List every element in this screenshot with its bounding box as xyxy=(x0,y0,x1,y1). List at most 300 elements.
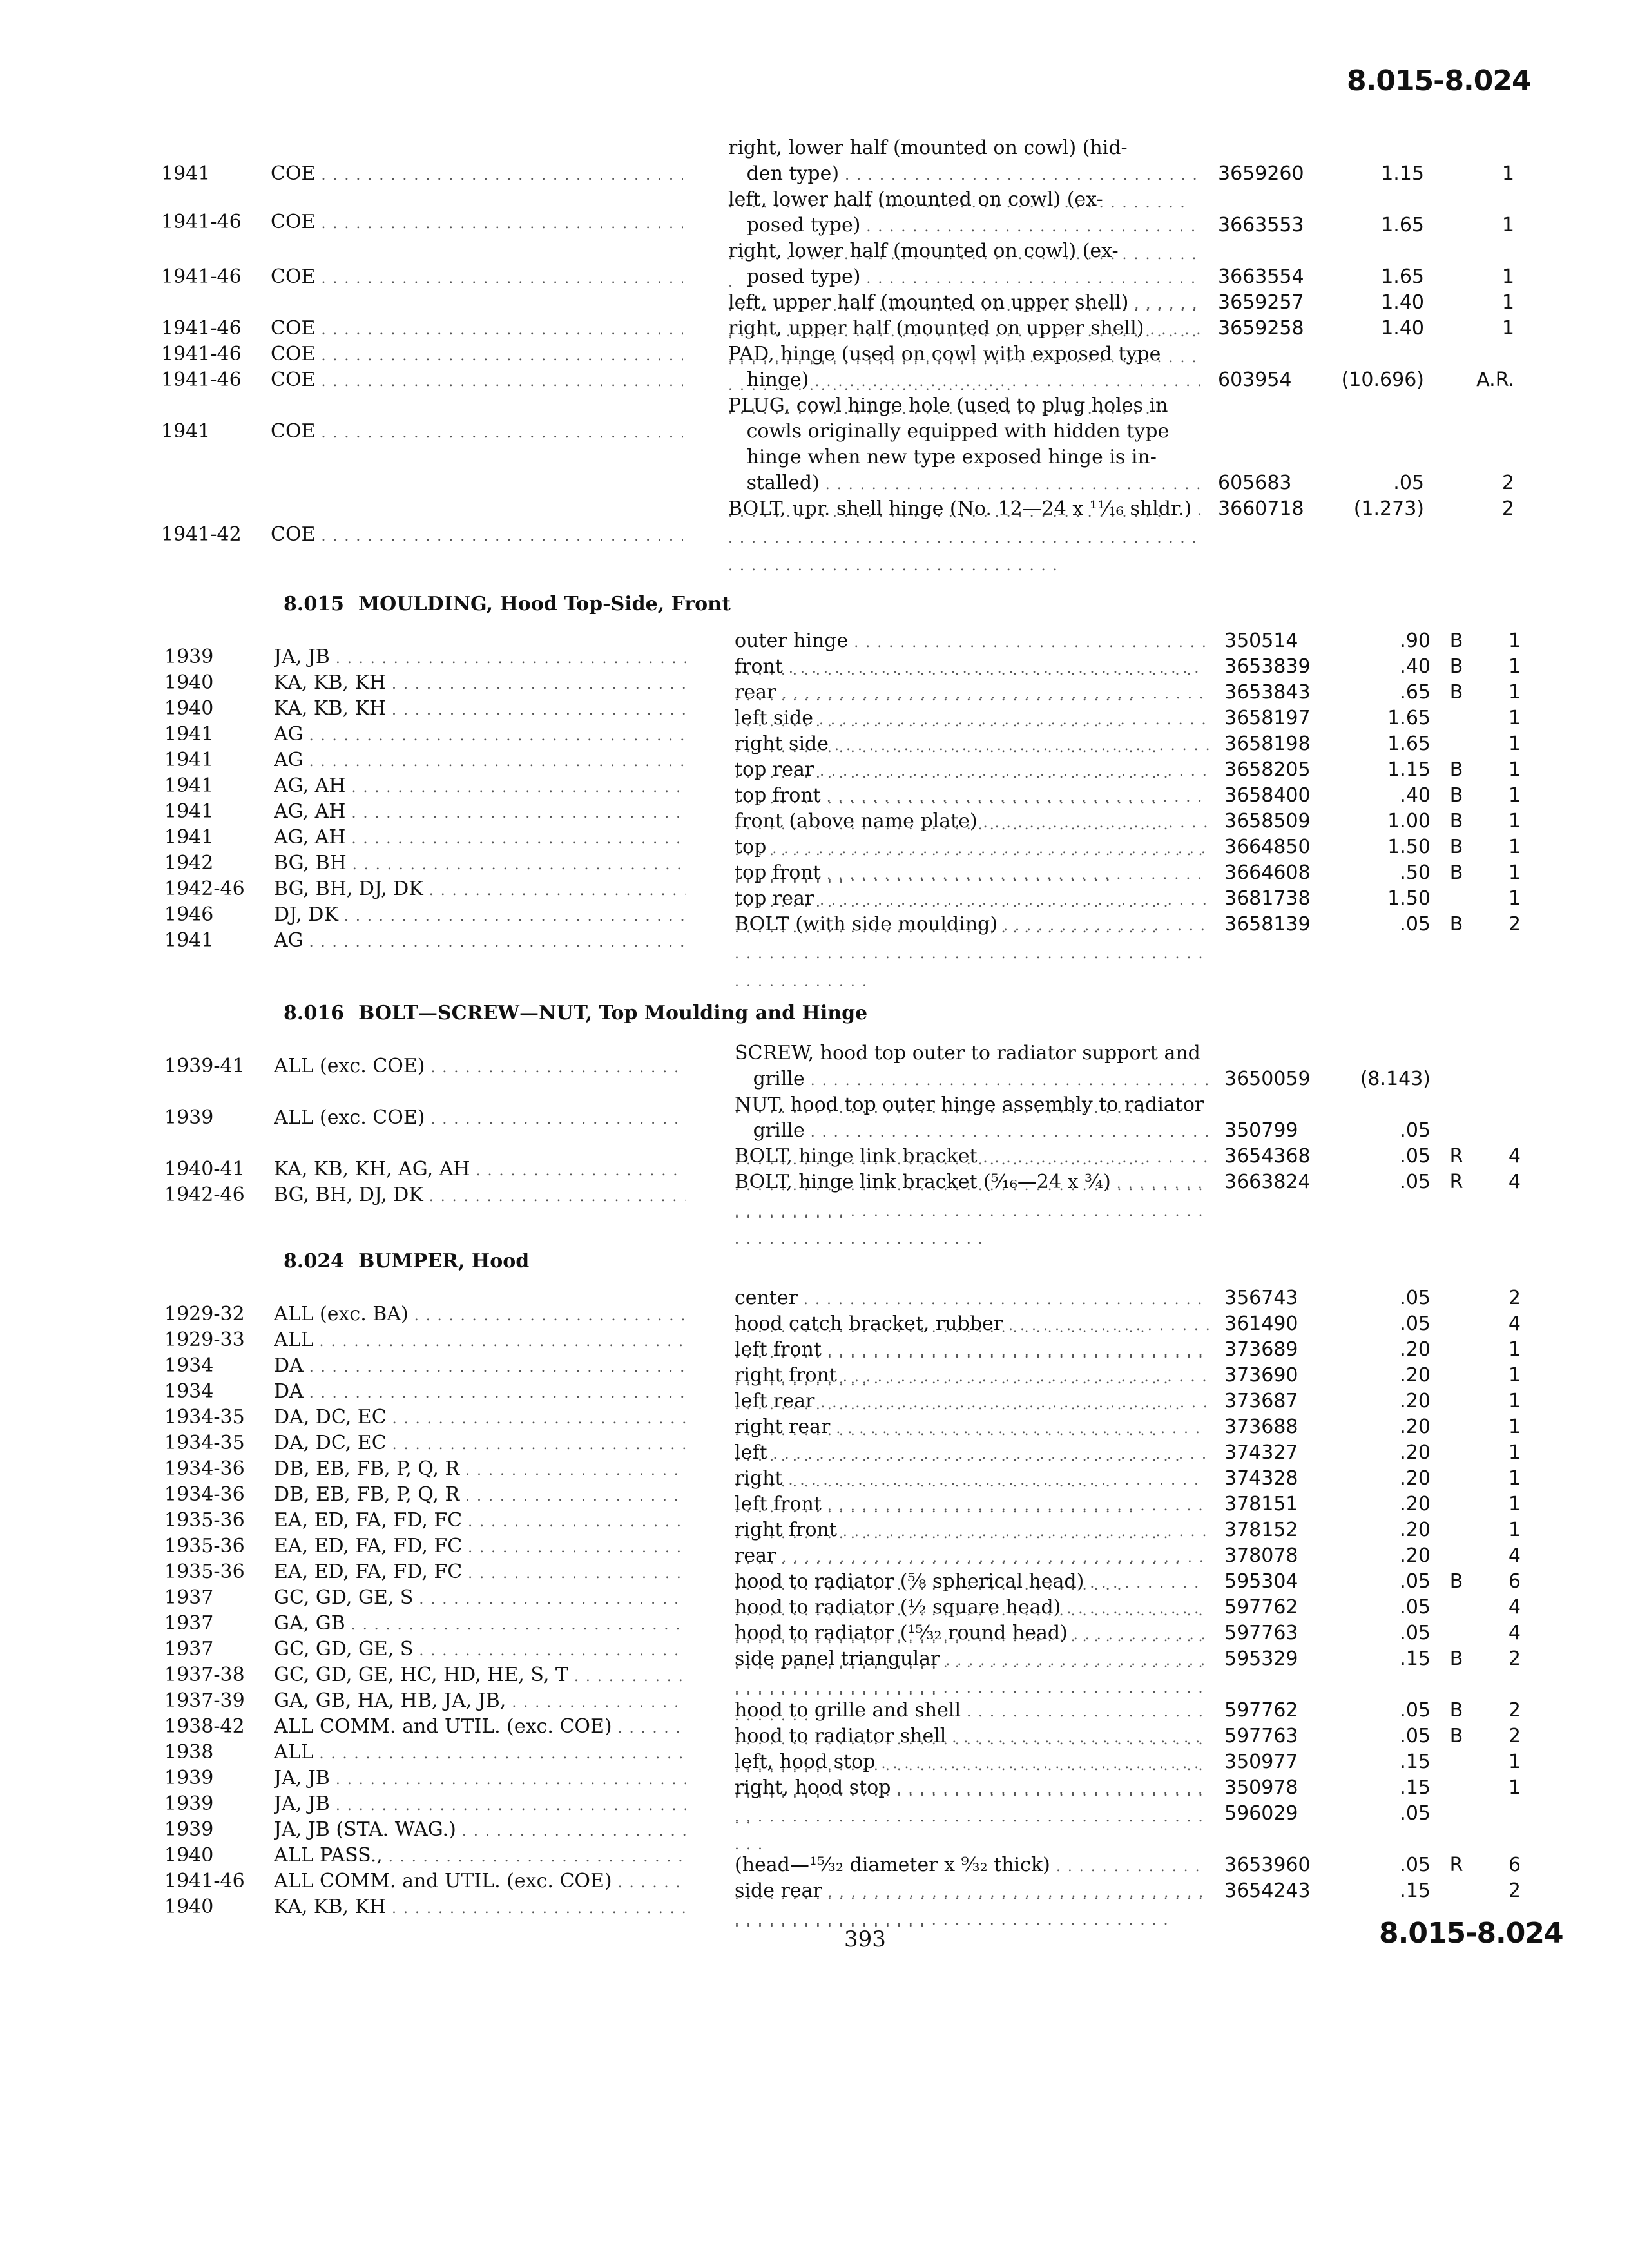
part-description: hood to radiator (¹⁵⁄₃₂ round head) . . . xyxy=(735,1620,1211,1704)
part-row xyxy=(728,393,1527,496)
list-price: 1.65 xyxy=(1387,733,1431,755)
part-row xyxy=(735,834,1534,860)
body-models: EA, ED, FA, FD, FC . . . xyxy=(274,1533,686,1561)
price-class: B xyxy=(1449,1570,1463,1593)
part-number: 350978 xyxy=(1224,1776,1298,1799)
application-row xyxy=(164,1157,718,1182)
part-number: 378151 xyxy=(1224,1493,1298,1515)
body-models: BG, BH, DJ, DK . . . xyxy=(274,876,686,904)
part-description: front (above name plate) . . . xyxy=(735,809,1211,892)
quantity: 4 xyxy=(1508,1171,1521,1193)
part-description: PAD, hinge (used on cowl with exposed type hinge) . . . xyxy=(728,341,1205,423)
model-year: 1941 xyxy=(164,929,214,952)
application-row xyxy=(164,1817,718,1843)
part-number: 373687 xyxy=(1224,1390,1298,1412)
price-class: B xyxy=(1449,1648,1463,1670)
part-description: right rear . . . xyxy=(735,1414,1211,1470)
application-row xyxy=(161,264,715,290)
body-models: GC, GD, GE, S . . . xyxy=(274,1585,686,1613)
application-row xyxy=(164,670,718,696)
body-models: DA . . . xyxy=(274,1353,686,1381)
application-row xyxy=(164,644,718,670)
model-year: 1934 xyxy=(164,1380,214,1403)
section-title xyxy=(284,593,731,615)
part-number: 3658197 xyxy=(1224,707,1311,729)
application-row xyxy=(164,1637,718,1662)
application-row xyxy=(164,1405,718,1430)
list-price: .15 xyxy=(1400,1879,1431,1902)
body-models: AG, AH . . . xyxy=(274,825,686,852)
quantity: 1 xyxy=(1508,707,1521,729)
application-row xyxy=(164,1482,718,1508)
part-description: PLUG, cowl hinge hole (used to plug holes in cowls originally equipped with hidden type hinge when new type exposed hinge is in- stalled) . . . xyxy=(728,393,1205,526)
part-description: left rear . . . xyxy=(735,1389,1211,1444)
part-description: left front . . . xyxy=(735,1492,1211,1547)
part-number: 361490 xyxy=(1224,1312,1298,1335)
part-row xyxy=(728,135,1527,187)
part-description: right . . . xyxy=(735,1466,1211,1521)
part-number: 374328 xyxy=(1224,1467,1298,1490)
part-description: rear . . . xyxy=(735,680,1211,735)
quantity: A.R. xyxy=(1476,369,1514,391)
body-models: GC, GD, GE, HC, HD, HE, S, T . . . xyxy=(274,1662,686,1690)
model-year: 1942-46 xyxy=(164,878,245,900)
quantity: 1 xyxy=(1508,784,1521,807)
model-year: 1939 xyxy=(164,1767,214,1789)
model-year: 1929-33 xyxy=(164,1329,245,1351)
model-year: 1941 xyxy=(161,420,211,443)
model-year: 1942 xyxy=(164,852,214,874)
list-price: 1.15 xyxy=(1381,162,1424,185)
page-number: 393 xyxy=(844,1927,886,1952)
list-price: .50 xyxy=(1400,861,1431,884)
quantity: 1 xyxy=(1508,836,1521,858)
part-row xyxy=(735,783,1534,809)
quantity: 2 xyxy=(1508,1725,1521,1747)
body-models: JA, JB . . . xyxy=(274,1765,686,1793)
model-year: 1939 xyxy=(164,1818,214,1841)
part-number: 3653960 xyxy=(1224,1854,1311,1876)
model-year: 1934-36 xyxy=(164,1457,245,1480)
part-number: 3654243 xyxy=(1224,1879,1311,1902)
model-year: 1941 xyxy=(164,723,214,745)
application-row xyxy=(164,799,718,825)
model-year: 1941-42 xyxy=(161,523,242,546)
model-year: 1938-42 xyxy=(164,1715,245,1738)
quantity: 2 xyxy=(1508,1879,1521,1902)
application-row xyxy=(164,850,718,876)
part-number: 3658400 xyxy=(1224,784,1311,807)
part-row xyxy=(735,1517,1534,1543)
model-year: 1934-35 xyxy=(164,1406,245,1428)
model-year: 1940 xyxy=(164,671,214,694)
application-row xyxy=(164,1053,718,1079)
body-models: GA, GB . . . xyxy=(274,1611,686,1639)
body-models: KA, KB, KH . . . xyxy=(274,696,686,724)
price-class: B xyxy=(1449,913,1463,936)
part-description: BOLT (with side moulding) . . . xyxy=(735,912,1211,995)
part-row xyxy=(728,290,1527,316)
body-models: ALL . . . xyxy=(274,1740,686,1767)
part-row xyxy=(735,1169,1534,1195)
part-description: hood to radiator (⁵⁄₈ spherical head) . . . xyxy=(735,1569,1211,1652)
list-price: 1.40 xyxy=(1381,291,1424,314)
part-row xyxy=(735,1543,1534,1569)
part-number: 3659258 xyxy=(1218,317,1304,340)
part-number: 356743 xyxy=(1224,1287,1298,1309)
list-price: .05 xyxy=(1400,913,1431,936)
list-price: .20 xyxy=(1400,1364,1431,1387)
application-row xyxy=(164,825,718,850)
part-row xyxy=(735,706,1534,731)
section-name: BOLT—SCREW—NUT, Top Moulding and Hinge xyxy=(358,1002,868,1024)
model-year: 1946 xyxy=(164,903,214,926)
body-models: EA, ED, FA, FD, FC . . . xyxy=(274,1559,686,1587)
application-row xyxy=(164,1559,718,1585)
part-row xyxy=(735,1595,1534,1620)
body-models: DA, DC, EC . . . xyxy=(274,1430,686,1458)
list-price: .05 xyxy=(1400,1699,1431,1722)
part-row xyxy=(735,1144,1534,1169)
list-price: .05 xyxy=(1400,1171,1431,1193)
part-row xyxy=(735,1337,1534,1363)
list-price: .20 xyxy=(1400,1493,1431,1515)
list-price: .40 xyxy=(1400,655,1431,678)
quantity: 1 xyxy=(1501,214,1514,236)
part-description: top front . . . xyxy=(735,860,1211,916)
part-number: 3650059 xyxy=(1224,1068,1311,1090)
body-models: ALL . . . xyxy=(274,1327,686,1355)
list-price: .05 xyxy=(1400,1312,1431,1335)
part-row xyxy=(735,1749,1534,1775)
part-row xyxy=(735,886,1534,912)
model-year: 1941-46 xyxy=(161,211,242,233)
price-class: B xyxy=(1449,784,1463,807)
part-description: hood to grille and shell . . . xyxy=(735,1698,1211,1781)
body-models: COE . . . xyxy=(271,522,683,550)
body-models: COE . . . xyxy=(271,419,683,447)
part-row xyxy=(735,1878,1534,1904)
model-year: 1941-46 xyxy=(161,317,242,340)
part-number: 3653839 xyxy=(1224,655,1311,678)
list-price: .05 xyxy=(1393,472,1424,494)
quantity: 2 xyxy=(1508,1287,1521,1309)
price-class: B xyxy=(1449,1725,1463,1747)
application-row xyxy=(164,928,718,954)
list-price: .05 xyxy=(1400,1596,1431,1619)
application-row xyxy=(164,1714,718,1740)
quantity: 1 xyxy=(1501,317,1514,340)
quantity: 4 xyxy=(1508,1312,1521,1335)
body-models: AG . . . xyxy=(274,722,686,749)
model-year: 1934-36 xyxy=(164,1483,245,1506)
part-row xyxy=(735,912,1534,937)
section-title xyxy=(284,1002,867,1024)
part-row xyxy=(735,1466,1534,1492)
quantity: 1 xyxy=(1508,1519,1521,1541)
section-number: 8.015 xyxy=(284,593,344,615)
body-models: ALL PASS., . . . xyxy=(274,1843,686,1870)
part-number: 605683 xyxy=(1218,472,1292,494)
model-year: 1937-38 xyxy=(164,1664,245,1686)
part-number: 3663824 xyxy=(1224,1171,1311,1193)
list-price: 1.50 xyxy=(1387,836,1431,858)
quantity: 1 xyxy=(1508,758,1521,781)
price-class: B xyxy=(1449,861,1463,884)
application-row xyxy=(164,1302,718,1327)
application-row xyxy=(164,876,718,902)
part-number: 350799 xyxy=(1224,1119,1298,1142)
body-models: COE . . . xyxy=(271,367,683,395)
price-class: R xyxy=(1449,1171,1463,1193)
section-title xyxy=(284,1250,529,1273)
part-description: top rear . . . xyxy=(735,886,1211,941)
quantity: 6 xyxy=(1508,1854,1521,1876)
list-price: .05 xyxy=(1400,1287,1431,1309)
model-year: 1934 xyxy=(164,1354,214,1377)
model-year: 1929-32 xyxy=(164,1303,245,1325)
part-row xyxy=(728,341,1527,393)
part-description: rear . . . xyxy=(735,1543,1211,1599)
application-row xyxy=(161,209,715,235)
price-class: R xyxy=(1449,1145,1463,1168)
body-models: JA, JB . . . xyxy=(274,644,686,672)
model-year: 1941 xyxy=(164,826,214,849)
body-models: ALL (exc. COE) . . . xyxy=(274,1053,686,1081)
body-models: AG . . . xyxy=(274,747,686,775)
model-year: 1942-46 xyxy=(164,1184,245,1206)
quantity: 1 xyxy=(1501,265,1514,288)
quantity: 1 xyxy=(1508,1338,1521,1361)
part-number: 597762 xyxy=(1224,1596,1298,1619)
application-row xyxy=(164,1508,718,1533)
list-price: .20 xyxy=(1400,1441,1431,1464)
body-models: ALL COMM. and UTIL. (exc. COE) . . . xyxy=(274,1869,686,1896)
quantity: 1 xyxy=(1508,681,1521,704)
model-year: 1935-36 xyxy=(164,1509,245,1532)
price-class: B xyxy=(1449,758,1463,781)
part-row xyxy=(735,1620,1534,1646)
application-row xyxy=(164,1353,718,1379)
part-number: 3660718 xyxy=(1218,497,1304,520)
part-number: 3659257 xyxy=(1218,291,1304,314)
part-row xyxy=(728,238,1527,290)
quantity: 2 xyxy=(1501,472,1514,494)
model-year: 1937 xyxy=(164,1612,214,1635)
part-number: 350514 xyxy=(1224,629,1298,652)
list-price: .20 xyxy=(1400,1338,1431,1361)
part-description: BOLT, upr. shell hinge (No. 12—24 x ¹¹⁄₁₆ shldr.) . . . xyxy=(728,496,1205,579)
price-class: B xyxy=(1449,1699,1463,1722)
part-row xyxy=(735,860,1534,886)
list-price: .05 xyxy=(1400,1570,1431,1593)
part-row xyxy=(735,1414,1534,1440)
list-price: (10.696) xyxy=(1341,369,1424,391)
quantity: 1 xyxy=(1508,1390,1521,1412)
part-number: 3658139 xyxy=(1224,913,1311,936)
part-number: 373688 xyxy=(1224,1416,1298,1438)
application-row xyxy=(164,1533,718,1559)
application-row xyxy=(164,696,718,722)
model-year: 1941-46 xyxy=(161,369,242,391)
section-number: 8.016 xyxy=(284,1002,344,1024)
page-footer-range: 8.015-8.024 xyxy=(1379,1917,1563,1950)
part-row xyxy=(735,628,1534,654)
part-row xyxy=(735,1852,1534,1878)
model-year: 1935-36 xyxy=(164,1561,245,1583)
part-description: front . . . xyxy=(735,654,1211,709)
quantity: 1 xyxy=(1508,887,1521,910)
part-description: BOLT, hinge link bracket . . . xyxy=(735,1144,1211,1227)
page-header-range: 8.015-8.024 xyxy=(1347,64,1531,97)
part-description: left . . . xyxy=(735,1440,1211,1495)
quantity: 1 xyxy=(1508,1364,1521,1387)
part-row xyxy=(735,1041,1534,1092)
quantity: 1 xyxy=(1508,1467,1521,1490)
quantity: 2 xyxy=(1508,1699,1521,1722)
price-class: B xyxy=(1449,655,1463,678)
body-models: ALL (exc. BA) . . . xyxy=(274,1302,686,1329)
part-row xyxy=(735,1646,1534,1672)
application-row xyxy=(164,1611,718,1637)
part-number: 374327 xyxy=(1224,1441,1298,1464)
application-row xyxy=(161,522,715,548)
application-row xyxy=(164,1662,718,1688)
part-row xyxy=(735,654,1534,680)
part-row xyxy=(735,1801,1534,1827)
list-price: .20 xyxy=(1400,1467,1431,1490)
model-year: 1941-46 xyxy=(161,343,242,365)
quantity: 4 xyxy=(1508,1145,1521,1168)
body-models: KA, KB, KH . . . xyxy=(274,670,686,698)
list-price: .20 xyxy=(1400,1416,1431,1438)
model-year: 1939 xyxy=(164,646,214,668)
application-row xyxy=(161,161,715,187)
body-models: DA, DC, EC . . . xyxy=(274,1405,686,1432)
part-description: left side . . . xyxy=(735,706,1211,761)
model-year: 1941 xyxy=(161,162,211,185)
quantity: 1 xyxy=(1501,162,1514,185)
list-price: (8.143) xyxy=(1360,1068,1431,1090)
body-models: ALL (exc. COE) . . . xyxy=(274,1105,686,1133)
body-models: JA, JB (STA. WAG.) . . . xyxy=(274,1817,686,1845)
part-description: right front . . . xyxy=(735,1517,1211,1573)
list-price: .05 xyxy=(1400,1145,1431,1168)
part-description: right, upper half (mounted on upper shell) . . . xyxy=(728,316,1205,399)
part-description: side panel triangular . . . xyxy=(735,1646,1211,1729)
body-models: COE . . . xyxy=(271,341,683,369)
part-description: right, hood stop . . . xyxy=(735,1775,1211,1858)
list-price: .65 xyxy=(1400,681,1431,704)
part-number: 373689 xyxy=(1224,1338,1298,1361)
application-row xyxy=(164,1843,718,1869)
list-price: .15 xyxy=(1400,1751,1431,1773)
quantity: 2 xyxy=(1501,497,1514,520)
application-row xyxy=(164,773,718,799)
part-row xyxy=(735,680,1534,706)
application-row xyxy=(161,419,715,445)
model-year: 1939-41 xyxy=(164,1055,245,1077)
part-description: top . . . xyxy=(735,834,1211,890)
quantity: 1 xyxy=(1508,655,1521,678)
body-models: GA, GB, HA, HB, JA, JB, . . . xyxy=(274,1688,686,1716)
model-year: 1941-46 xyxy=(164,1870,245,1892)
model-year: 1940 xyxy=(164,1844,214,1867)
body-models: GC, GD, GE, S . . . xyxy=(274,1637,686,1664)
model-year: 1941 xyxy=(164,800,214,823)
part-row xyxy=(735,809,1534,834)
part-row xyxy=(728,496,1527,522)
part-description: BOLT, hinge link bracket (⁵⁄₁₆—24 x ³⁄₄) . . . xyxy=(735,1169,1211,1253)
list-price: 1.15 xyxy=(1387,758,1431,781)
part-row xyxy=(735,1440,1534,1466)
body-models: JA, JB . . . xyxy=(274,1791,686,1819)
part-description: side rear . . . xyxy=(735,1878,1211,1934)
list-price: .05 xyxy=(1400,1725,1431,1747)
list-price: .15 xyxy=(1400,1776,1431,1799)
part-number: 3658509 xyxy=(1224,810,1311,832)
application-row xyxy=(164,1327,718,1353)
part-number: 3664608 xyxy=(1224,861,1311,884)
part-row xyxy=(728,187,1527,238)
model-year: 1941 xyxy=(164,749,214,771)
list-price: .05 xyxy=(1400,1802,1431,1825)
application-row xyxy=(161,367,715,393)
part-number: 3653843 xyxy=(1224,681,1311,704)
body-models: COE . . . xyxy=(271,161,683,189)
model-year: 1939 xyxy=(164,1792,214,1815)
part-row xyxy=(735,1775,1534,1801)
list-price: 1.40 xyxy=(1381,317,1424,340)
part-description: right, lower half (mounted on cowl) (hid- den type) . . . xyxy=(728,135,1205,216)
application-row xyxy=(164,1105,718,1131)
quantity: 4 xyxy=(1508,1622,1521,1644)
body-models: BG, BH, DJ, DK . . . xyxy=(274,1182,686,1210)
list-price: 1.50 xyxy=(1387,887,1431,910)
part-row xyxy=(728,316,1527,341)
list-price: .20 xyxy=(1400,1544,1431,1567)
list-price: 1.65 xyxy=(1381,265,1424,288)
part-description: hood catch bracket, rubber . . . xyxy=(735,1311,1211,1394)
list-price: .20 xyxy=(1400,1519,1431,1541)
part-row xyxy=(735,1827,1534,1852)
body-models: DA . . . xyxy=(274,1379,686,1407)
body-models: DJ, DK . . . xyxy=(274,902,686,930)
part-number: 3659260 xyxy=(1218,162,1304,185)
quantity: 2 xyxy=(1508,913,1521,936)
part-description: (head—¹⁵⁄₃₂ diameter x ⁹⁄₃₂ thick) . . . xyxy=(735,1852,1211,1936)
part-number: 3663554 xyxy=(1218,265,1304,288)
application-row xyxy=(164,1585,718,1611)
body-models: AG, AH . . . xyxy=(274,799,686,827)
part-number: 596029 xyxy=(1224,1802,1298,1825)
model-year: 1941 xyxy=(164,774,214,797)
quantity: 1 xyxy=(1508,733,1521,755)
part-description: right front . . . xyxy=(735,1363,1211,1418)
part-description: right, lower half (mounted on cowl) (ex- posed type) . . . xyxy=(728,238,1205,347)
application-row xyxy=(164,1765,718,1791)
list-price: 1.00 xyxy=(1387,810,1431,832)
part-row xyxy=(735,1363,1534,1389)
list-price: .20 xyxy=(1400,1390,1431,1412)
body-models: COE . . . xyxy=(271,316,683,343)
model-year: 1934-35 xyxy=(164,1432,245,1454)
part-row xyxy=(735,757,1534,783)
application-row xyxy=(161,341,715,367)
part-description: top front . . . xyxy=(735,783,1211,838)
list-price: .05 xyxy=(1400,1119,1431,1142)
part-description: center . . . xyxy=(735,1285,1211,1341)
